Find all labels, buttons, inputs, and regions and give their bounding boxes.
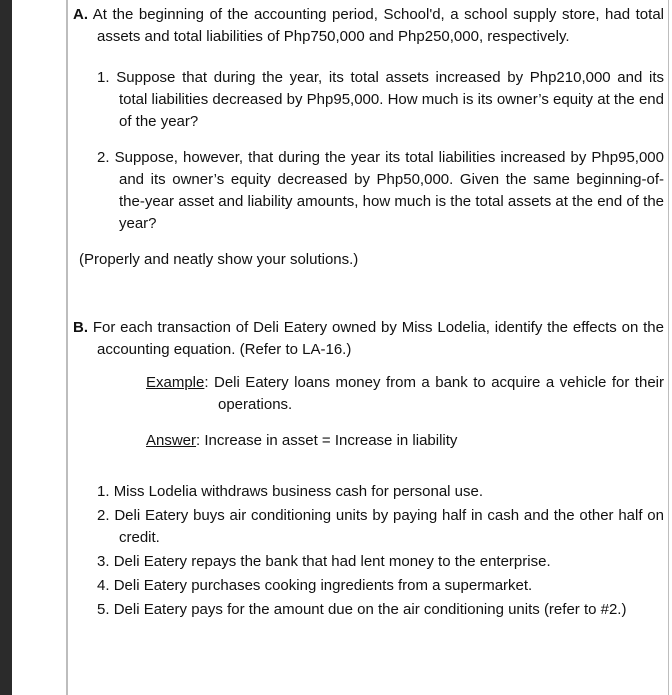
item-text: Deli Eatery repays the bank that had lent money to the enterprise.	[113, 553, 551, 570]
example-label: Example	[146, 374, 205, 391]
item-number: 1.	[97, 69, 110, 86]
item-text: Miss Lodelia withdraws business cash for personal use.	[113, 483, 484, 500]
answer: Answer: Increase in asset = Increase in liability	[146, 432, 458, 449]
item-number: 2.	[97, 149, 110, 166]
part-a-text: At the beginning of the accounting period, School'd, a school supply store, had total assets and total liabilities of Php750,000 and Php250,000, respectively.	[92, 6, 664, 45]
part-b-item-1	[97, 481, 664, 503]
answer-label: Answer	[146, 432, 197, 449]
page-border-right	[668, 0, 669, 695]
item-text: Deli Eatery buys air conditioning units by paying half in cash and the other half on credit.	[114, 507, 664, 546]
part-a-intro	[73, 4, 664, 48]
example: Example: Deli Eatery loans money from a bank to acquire a vehicle for their operations.	[146, 374, 664, 413]
answer-text: Increase in asset = Increase in liability	[204, 432, 458, 449]
item-text: Suppose, however, that during the year its total liabilities increased by Php95,000 and its owner’s equity decreased by Php50,000. Given the same beginning-of-the-year asset and liability amounts, how much is the total assets at the end of the year?	[114, 149, 664, 232]
window-edge	[0, 0, 12, 695]
part-b-item-3	[97, 551, 664, 573]
item-number: 1.	[97, 483, 110, 500]
part-a-item-1	[97, 67, 664, 133]
example-text: Deli Eatery loans money from a bank to acquire a vehicle for their operations.	[214, 374, 664, 413]
item-number: 3.	[97, 553, 110, 570]
part-a-item-2	[97, 147, 664, 235]
page-border-left	[66, 0, 68, 695]
part-b-text: For each transaction of Deli Eatery owned by Miss Lodelia, identify the effects on the accounting equation. (Refer to LA-16.)	[92, 319, 664, 358]
item-number: 2.	[97, 507, 110, 524]
item-number: 5.	[97, 601, 110, 618]
item-text: Deli Eatery pays for the amount due on the air conditioning units (refer to #2.)	[113, 601, 627, 618]
part-b-item-5	[97, 599, 664, 621]
part-b-list	[97, 481, 664, 621]
part-b-label: B.	[73, 319, 88, 336]
part-b-intro	[73, 317, 664, 361]
part-a-note: (Properly and neatly show your solutions.)	[79, 251, 359, 268]
part-b-item-4	[97, 575, 664, 597]
item-text: Suppose that during the year, its total assets increased by Php210,000 and its total liabilities decreased by Php95,000. How much is its owner’s equity at the end of the year?	[116, 69, 664, 130]
part-b-item-2	[97, 505, 664, 549]
part-a-label: A.	[73, 6, 88, 23]
item-number: 4.	[97, 577, 110, 594]
item-text: Deli Eatery purchases cooking ingredients from a supermarket.	[113, 577, 533, 594]
